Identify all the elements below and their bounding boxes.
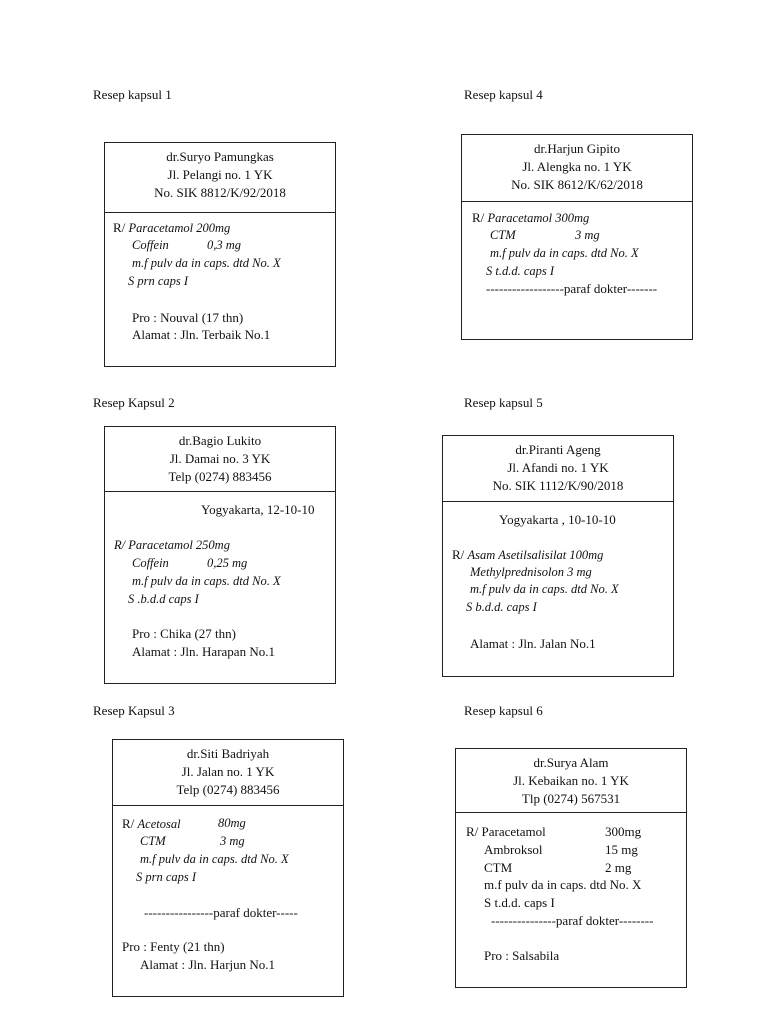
signa: S prn caps I xyxy=(128,274,189,288)
doctor-signature-line: ------------------paraf dokter------- xyxy=(486,281,658,296)
prescription-card-2 xyxy=(104,426,336,684)
doctor-address: Jl. Alengka no. 1 YK xyxy=(522,159,632,174)
patient-address: Alamat : Jln. Harapan No.1 xyxy=(132,644,275,659)
patient-pro: Pro : Nouval (17 thn) xyxy=(132,310,244,325)
rx-line-1 xyxy=(113,219,230,237)
signa: S t.d.d. caps I xyxy=(484,895,555,910)
doctor-telp: Telp (0274) 883456 xyxy=(168,469,272,484)
prescription-header xyxy=(105,427,335,492)
rx-symbol: R/ xyxy=(113,220,126,235)
drug-2-name: Coffein xyxy=(132,238,169,252)
mf-instruction: m.f pulv da in caps. dtd No. X xyxy=(132,256,281,270)
drug-1: R/ Paracetamol 250mg xyxy=(114,538,230,552)
doctor-sik: No. SIK 8612/K/62/2018 xyxy=(511,177,643,192)
mf-instruction: m.f pulv da in caps. dtd No. X xyxy=(132,574,281,588)
prescription-card-6 xyxy=(455,748,687,988)
doctor-sik: No. SIK 8812/K/92/2018 xyxy=(154,185,286,200)
signa: S .b.d.d caps I xyxy=(128,592,199,606)
drug-1: Asam Asetilsalisilat 100mg xyxy=(467,548,604,562)
doctor-name: dr.Harjun Gipito xyxy=(534,141,620,156)
prescription-header xyxy=(456,749,686,813)
drug-2-name: CTM xyxy=(140,834,166,848)
prescription-card-5 xyxy=(442,435,674,677)
drug-2-name: CTM xyxy=(490,228,516,242)
signa: S b.d.d. caps I xyxy=(466,600,537,614)
prescription-date: Yogyakarta, 12-10-10 xyxy=(201,502,315,517)
drug-2-dose: 3 mg xyxy=(575,228,600,242)
signa: S t.d.d. caps I xyxy=(486,264,555,278)
prescription-header xyxy=(462,135,692,202)
doctor-address: Jl. Kebaikan no. 1 YK xyxy=(513,773,629,788)
heading-resep-2: Resep Kapsul 2 xyxy=(93,395,175,410)
rx-line-1 xyxy=(122,815,181,833)
mf-instruction: m.f pulv da in caps. dtd No. X xyxy=(484,877,642,892)
doctor-name: dr.Bagio Lukito xyxy=(178,433,262,448)
drug-3-name: CTM xyxy=(484,860,513,875)
doctor-address: Jl. Jalan no. 1 YK xyxy=(181,764,275,779)
prescription-header xyxy=(443,436,673,502)
prescription-header xyxy=(105,143,335,213)
mf-instruction: m.f pulv da in caps. dtd No. X xyxy=(140,852,289,866)
mf-instruction: m.f pulv da in caps. dtd No. X xyxy=(490,246,639,260)
mf-instruction: m.f pulv da in caps. dtd No. X xyxy=(470,582,619,596)
doctor-address: Jl. Afandi no. 1 YK xyxy=(507,460,609,475)
patient-pro: Pro : Chika (27 thn) xyxy=(132,626,236,641)
drug-2-name: Coffein xyxy=(132,556,169,570)
drug-2-name: Ambroksol xyxy=(484,842,543,857)
heading-resep-1: Resep kapsul 1 xyxy=(93,87,172,102)
drug-2-dose: 3 mg xyxy=(220,834,245,848)
patient-address: Alamat : Jln. Harjun No.1 xyxy=(140,957,276,972)
rx-symbol: R/ xyxy=(122,816,135,831)
doctor-name: dr.Surya Alam xyxy=(533,755,609,770)
drug-2-dose: 0,25 mg xyxy=(207,556,248,570)
doctor-address: Jl. Damai no. 3 YK xyxy=(169,451,271,466)
heading-resep-4: Resep kapsul 4 xyxy=(464,87,543,102)
drug-3-dose: 2 mg xyxy=(605,860,632,875)
doctor-address: Jl. Pelangi no. 1 YK xyxy=(167,167,273,182)
patient-pro: Pro : Fenty (21 thn) xyxy=(122,939,225,954)
rx-line-1 xyxy=(472,209,589,227)
doctor-telp: Telp (0274) 883456 xyxy=(176,782,280,797)
patient-address: Alamat : Jln. Jalan No.1 xyxy=(470,636,596,651)
doctor-telp: Tlp (0274) 567531 xyxy=(521,791,621,806)
doctor-sik: No. SIK 1112/K/90/2018 xyxy=(492,478,624,493)
patient-address: Alamat : Jln. Terbaik No.1 xyxy=(132,327,271,342)
drug-1-name: Acetosal xyxy=(137,817,181,831)
drug-1-dose: 80mg xyxy=(218,816,246,830)
prescription-card-1 xyxy=(104,142,336,367)
doctor-name: dr.Piranti Ageng xyxy=(515,442,601,457)
rx-symbol: R/ xyxy=(472,210,485,225)
heading-resep-5: Resep kapsul 5 xyxy=(464,395,543,410)
prescription-header xyxy=(113,740,343,806)
heading-resep-3: Resep Kapsul 3 xyxy=(93,703,175,718)
drug-2-dose: 0,3 mg xyxy=(207,238,242,252)
prescription-date: Yogyakarta , 10-10-10 xyxy=(499,512,616,527)
rx-symbol: R/ xyxy=(452,547,465,562)
rx-line-1 xyxy=(452,546,603,564)
patient-pro: Pro : Salsabila xyxy=(484,948,560,963)
drug-2-dose: 15 mg xyxy=(605,842,638,857)
drug-2: Methylprednisolon 3 mg xyxy=(470,565,592,579)
heading-resep-6: Resep kapsul 6 xyxy=(464,703,543,718)
drug-1-dose: 300mg xyxy=(605,824,642,839)
prescription-card-3 xyxy=(112,739,344,997)
drug-1-name: R/ Paracetamol xyxy=(466,824,546,839)
drug-1: Paracetamol 300mg xyxy=(487,211,590,225)
doctor-name: dr.Siti Badriyah xyxy=(186,746,270,761)
prescription-card-4 xyxy=(461,134,693,340)
doctor-signature-line: ---------------paraf dokter-------- xyxy=(491,913,654,928)
drug-1: Paracetamol 200mg xyxy=(128,221,231,235)
signa: S prn caps I xyxy=(136,870,197,884)
doctor-signature-line: ----------------paraf dokter----- xyxy=(144,905,298,920)
doctor-name: dr.Suryo Pamungkas xyxy=(166,149,274,164)
